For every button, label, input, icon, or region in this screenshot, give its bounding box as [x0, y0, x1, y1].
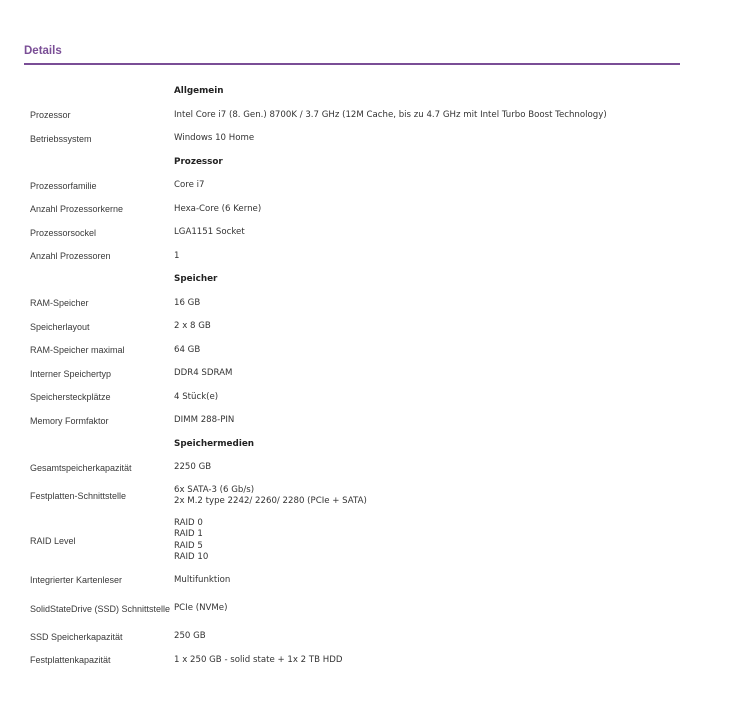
spec-label: Interner Speichertyp — [30, 368, 112, 379]
spec-value — [174, 368, 684, 380]
spec-row — [24, 409, 684, 433]
spec-label: Speichersteckplätze — [30, 392, 111, 403]
spec-label: RAID Level — [30, 535, 76, 546]
spec-row — [24, 569, 684, 593]
spec-value — [174, 227, 684, 239]
spec-value — [174, 518, 684, 564]
spec-table — [24, 80, 684, 672]
spec-value — [174, 631, 684, 643]
spec-value — [174, 655, 684, 667]
section-header-row — [24, 268, 684, 292]
spec-label: Gesamtspeicherkapazität — [30, 462, 132, 473]
spec-value — [174, 462, 684, 474]
spec-row — [24, 513, 684, 569]
section-header-row — [24, 151, 684, 175]
spec-value-line: 2x M.2 type 2242/ 2260/ 2280 (PCIe + SATA) — [174, 496, 367, 506]
spec-label: RAM-Speicher — [30, 298, 89, 309]
spec-value-line: Windows 10 Home — [174, 133, 255, 143]
spec-row — [24, 315, 684, 339]
spec-row — [24, 339, 684, 363]
section-header-row — [24, 433, 684, 457]
section-heading: Prozessor — [174, 156, 223, 167]
spec-value-line: RAID 10 — [174, 552, 209, 562]
spec-label: Festplattenkapazität — [30, 655, 111, 666]
spec-label: Prozessor — [30, 110, 71, 121]
spec-value — [174, 321, 684, 333]
spec-value-line: Core i7 — [174, 180, 205, 190]
spec-row — [24, 292, 684, 316]
spec-value — [174, 575, 684, 587]
spec-value — [174, 180, 684, 192]
spec-label: Speicherlayout — [30, 321, 90, 332]
spec-value-line: 2250 GB — [174, 462, 212, 472]
spec-value-line: 1 — [174, 250, 180, 261]
spec-value — [174, 133, 684, 145]
spec-value — [174, 251, 684, 263]
spec-value-line: Hexa-Core (6 Kerne) — [174, 203, 262, 214]
spec-value-line: RAID 5 — [174, 540, 203, 551]
section-heading: Speichermedien — [174, 438, 255, 449]
spec-label: Prozessorfamilie — [30, 180, 97, 191]
section-heading: Allgemein — [174, 86, 224, 96]
spec-value-line: Intel Core i7 (8. Gen.) 8700K / 3.7 GHz (12M Cache, bis zu 4.7 GHz mit Intel Turbo Boost Technology) — [174, 109, 607, 120]
spec-row — [24, 456, 684, 480]
spec-value-line: 16 GB — [174, 297, 201, 308]
spec-label: RAM-Speicher maximal — [30, 345, 125, 356]
spec-label: Betriebssystem — [30, 133, 92, 144]
spec-row — [24, 592, 684, 625]
spec-row — [24, 480, 684, 513]
spec-label: Anzahl Prozessoren — [30, 251, 111, 262]
spec-value — [174, 204, 684, 216]
spec-value-line: 64 GB — [174, 344, 201, 355]
spec-value-line: 2 x 8 GB — [174, 321, 211, 331]
spec-label: Festplatten-Schnittstelle — [30, 491, 127, 501]
spec-label: Memory Formfaktor — [30, 415, 109, 426]
spec-value-line: 1 x 250 GB - solid state + 1x 2 TB HDD — [174, 654, 343, 665]
spec-value-line: DDR4 SDRAM — [174, 368, 233, 378]
spec-value-line: PCIe (NVMe) — [174, 602, 228, 613]
spec-value-line: LGA1151 Socket — [174, 227, 245, 237]
spec-row — [24, 174, 684, 198]
spec-row — [24, 625, 684, 649]
spec-value-line: 250 GB — [174, 631, 206, 641]
section-header-row — [24, 80, 684, 104]
spec-value — [174, 392, 684, 404]
title-divider — [24, 63, 680, 65]
spec-value — [174, 603, 684, 615]
spec-value — [174, 110, 684, 122]
spec-value — [174, 345, 684, 357]
spec-label: SolidStateDrive (SSD) Schnittstelle — [30, 603, 171, 614]
spec-value — [174, 415, 684, 427]
spec-value-line: 6x SATA-3 (6 Gb/s) — [174, 484, 255, 495]
spec-value-line: Multifunktion — [174, 574, 231, 585]
spec-value-line: DIMM 288-PIN — [174, 415, 235, 425]
spec-value-line: RAID 1 — [174, 529, 203, 539]
spec-row — [24, 127, 684, 151]
spec-row — [24, 221, 684, 245]
spec-label: SSD Speicherkapazität — [30, 631, 123, 642]
spec-row — [24, 198, 684, 222]
section-heading: Speicher — [174, 274, 218, 284]
spec-value-line: 4 Stück(e) — [174, 391, 219, 402]
spec-label: Prozessorsockel — [30, 227, 97, 238]
spec-value-line: RAID 0 — [174, 517, 203, 528]
spec-row — [24, 386, 684, 410]
section-title: Details — [24, 45, 62, 57]
spec-label: Anzahl Prozessorkerne — [30, 204, 124, 215]
spec-row — [24, 649, 684, 673]
spec-row — [24, 362, 684, 386]
spec-row — [24, 245, 684, 269]
spec-label: Integrierter Kartenleser — [30, 575, 123, 586]
spec-value — [174, 298, 684, 310]
spec-row — [24, 104, 684, 128]
spec-value — [174, 485, 684, 508]
